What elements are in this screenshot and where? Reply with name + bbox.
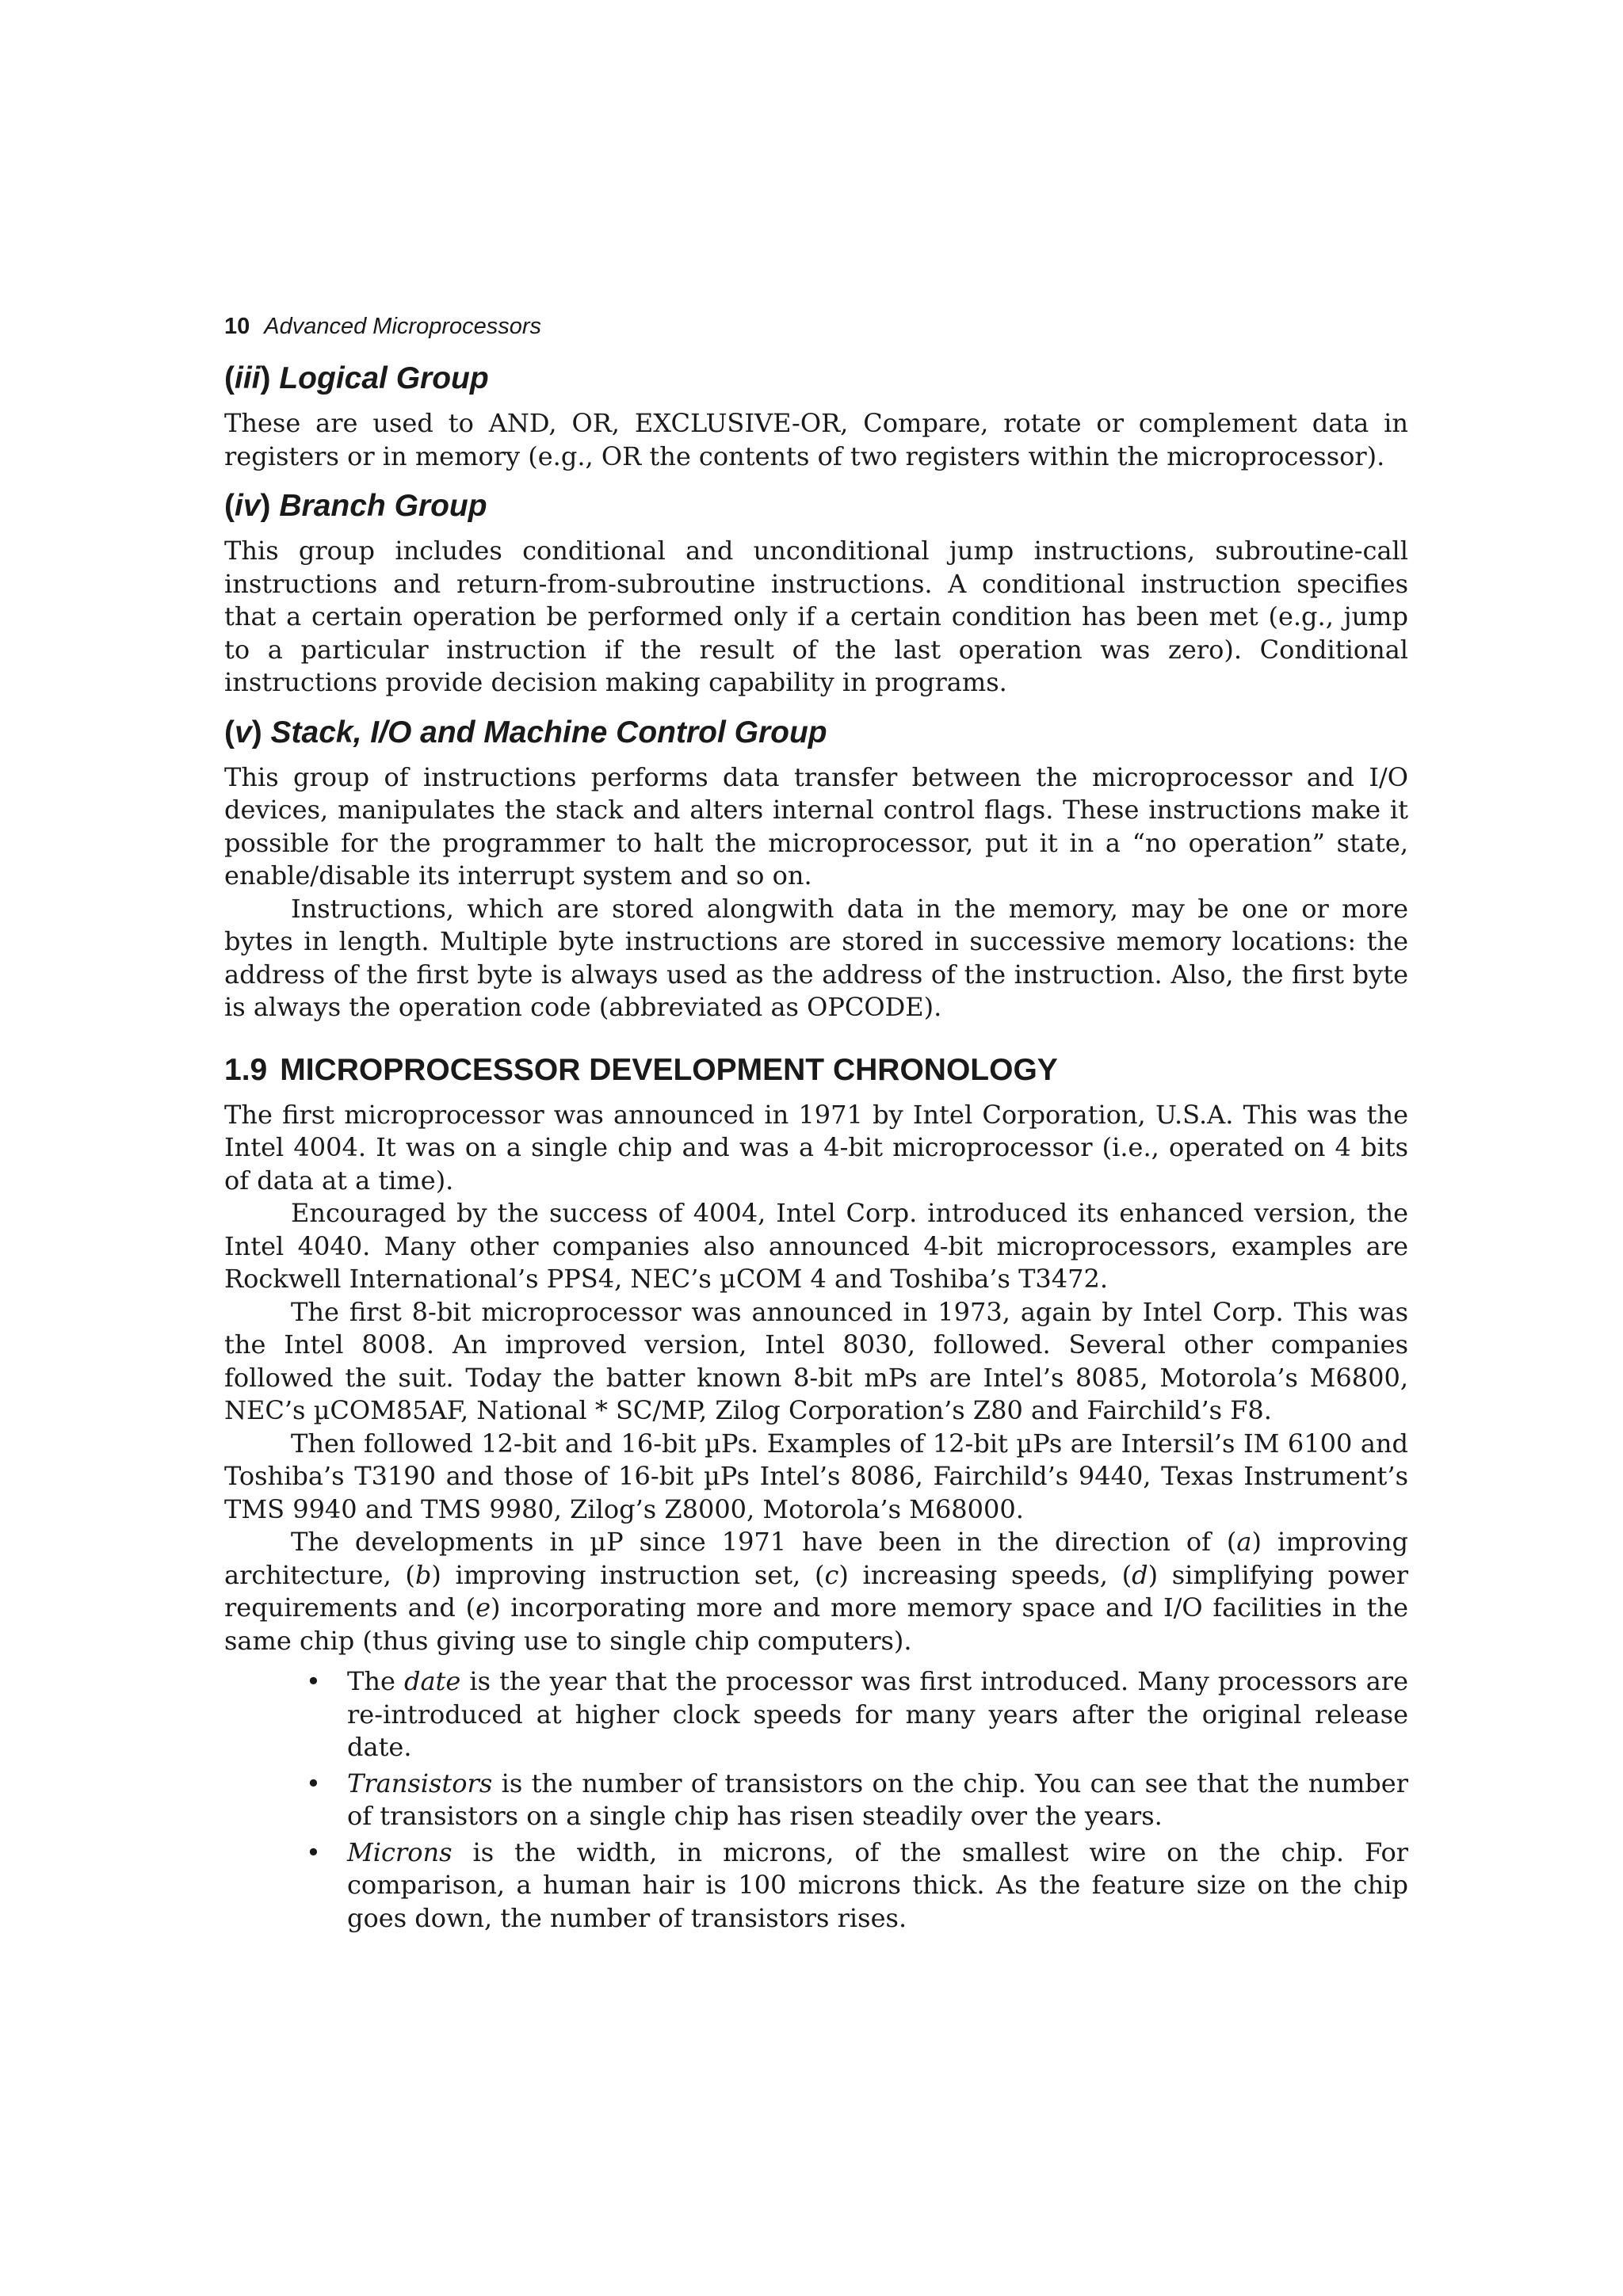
section-label: iv [235,489,261,523]
list-item [306,1836,1408,1936]
running-title: Advanced Microprocessors [264,314,542,339]
section-label: v [235,715,252,749]
chapter-section-heading [224,1051,1408,1089]
list-marker: a [1236,1527,1252,1557]
paragraph: This group includes conditional and unconditional jump instructions, subroutine-call instructions and return-from-subroutine instructions. A conditional instruction specifies that a certain operation be performed only if a certain condition has been met (e.g., jump to a particular instruction if the result of the last operation was zero). Conditional instructions provide decision making capability in programs. [224,536,1408,697]
section-logical-group [224,360,1408,473]
paragraph: The first 8-bit microprocessor was announced in 1973, again by Intel Corp. This was the Intel 8008. An improved version, Intel 8030, followed. Several other companies followed the suit. Today the batter known 8-bit mPs are Intel’s 8085, Motorola’s M6800, NEC’s µCOM85AF, National * SC/MP, Zilog Corporation’s Z80 and Fairchild’s F8. [224,1296,1408,1425]
term: Microns [347,1836,453,1867]
section-heading: (iv) Branch Group [224,489,487,523]
text-run: ) incorporating more and more memory space and I/O facilities in the same chip (thus giving use to single chip computers). [224,1592,1409,1656]
list-marker: e [475,1592,491,1623]
book-page [224,311,1408,1938]
section-chronology [224,1051,1408,1936]
paragraph: These are used to AND, OR, EXCLUSIVE-OR, Compare, rotate or complement data in registers or in memory (e.g., OR the contents of two registers within the microprocessor). [224,408,1408,471]
section-title: Branch Group [279,489,487,523]
bullet-icon: • [306,1836,321,1867]
section-heading: (iii) Logical Group [224,361,489,395]
text-run: The [347,1666,404,1696]
paragraph: This group of instructions performs data transfer between the microprocessor and I/O devices, manipulates the stack and alters internal control flags. These instructions make it possible for the programmer to halt the microprocessor, put it in a “no operation” state, enable/disable its interrupt system and so on. [224,761,1408,891]
paragraph: The first microprocessor was announced in 1971 by Intel Corporation, U.S.A. This was the Intel 4004. It was on a single chip and was a 4-bit microprocessor (i.e., operated on 4 bits of data at a time). [224,1099,1408,1196]
text-run: ) simplifying power requirements and ( [224,1559,1409,1623]
text-run: ) increasing speeds, ( [838,1559,1132,1590]
paragraph: Then followed 12-bit and 16-bit µPs. Examples of 12-bit µPs are Intersil’s IM 6100 and Toshiba’s T3190 and those of 16-bit µPs Intel’s 8086, Fairchild’s 9440, Texas Instrument’s TMS 9940 and TMS 9980, Zilog’s Z8000, Motorola’s M68000. [224,1428,1408,1524]
section-title: Logical Group [279,361,489,395]
page-number: 10 [224,314,250,339]
text-run: ) improving architecture, ( [224,1527,1409,1590]
paragraph: Instructions, which are stored alongwith data in the memory, may be one or more bytes in length. Multiple byte instructions are stored in successive memory locations: the address of the first byte is always used as the address of the instruction. Also, the first byte is always the operation code (abbreviated as OPCODE). [224,893,1408,1022]
list-marker: b [414,1559,432,1590]
section-branch-group [224,487,1408,700]
bullet-icon: • [306,1768,321,1798]
section-title: MICROPROCESSOR DEVELOPMENT CHRONOLOGY [280,1052,1058,1087]
section-number: 1.9 [224,1052,268,1087]
running-head [224,311,1408,342]
text-run: is the year that the processor was first introduced. Many processors are re-introduced at higher clock speeds for many years after the original release date. [347,1666,1409,1762]
section-heading: (v) Stack, I/O and Machine Control Group [224,715,827,749]
bullet-icon: • [306,1666,321,1696]
section-stack-io-control-group [224,714,1408,1024]
text-run: is the width, in microns, of the smallest wire on the chip. For comparison, a human hair is 100 microns thick. As the feature size on the chip goes down, the number of transistors rises. [347,1836,1408,1933]
text-run: ) improving instruction set, ( [431,1559,825,1590]
section-label: iii [235,361,261,395]
bullet-list [224,1665,1408,1935]
section-title: Stack, I/O and Machine Control Group [270,715,827,749]
text-run: is the number of transistors on the chip. You can see that the number of transistors on a single chip has risen steadily over the years. [347,1768,1408,1831]
list-item [306,1768,1408,1833]
list-marker: d [1132,1559,1148,1590]
paragraph: Encouraged by the success of 4004, Intel Corp. introduced its enhanced version, the Intel 4040. Many other companies also announced 4-bit microprocessors, examples are Rockwell International’s PPS4, NEC’s µCOM 4 and Toshiba’s T3472. [224,1198,1408,1294]
text-run: The developments in µP since 1971 have been in the direction of ( [291,1527,1237,1557]
list-marker: c [824,1559,839,1590]
paragraph [224,1526,1408,1657]
list-item [306,1665,1409,1764]
term: Transistors [347,1768,493,1798]
term: date [403,1666,461,1696]
